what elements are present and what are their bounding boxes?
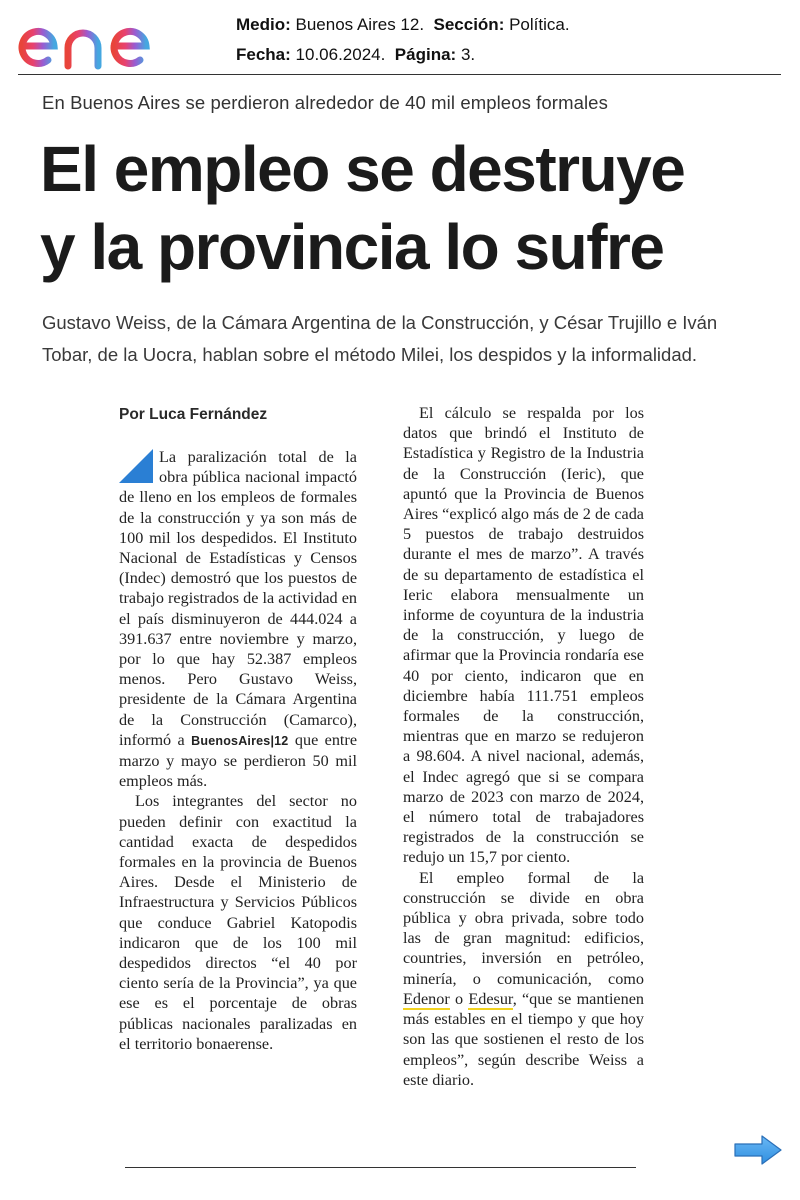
fecha-value: 10.06.2024.	[295, 45, 386, 64]
paragraph-text: La paralización total de la obra pública nacional impactó de lleno en los empleos de formales de la construcción y ya son más de 100 mil los despedidos. El Instituto Nacional de Estadísticas y Censos (Indec) demostró que los puestos de trabajo registrados de la actividad en el país disminuyeron de 444.024 a 391.637 entre noviembre y marzo, por lo que hay 52.387 empleos menos. Pero Gustavo Weiss, presidente de la Cámara Argentina de la Construcción (Camarco), informó a	[119, 448, 357, 749]
seccion-label: Sección:	[433, 15, 505, 34]
paragraph	[403, 868, 644, 1090]
next-arrow-icon[interactable]	[732, 1133, 784, 1167]
article-byline: Por Luca Fernández	[119, 406, 268, 423]
highlight-edenor: Edenor	[403, 989, 450, 1008]
article-headline	[40, 130, 780, 286]
footer-divider	[125, 1167, 636, 1168]
article-summary: Gustavo Weiss, de la Cámara Argentina de la Construcción, y César Trujillo e Iván Tobar, de la Uocra, hablan sobre el método Milei, los despidos y la informalidad.	[42, 312, 718, 365]
paragraph: Los integrantes del sector no pueden definir con exactitud la cantidad exacta de despedidos formales en la provincia de Buenos Aires. Desde el Ministerio de Infraestructura y Servicios Públicos que conduce Gabriel Katopodis indicaron que de los 100 mil despedidos directos “el 40 por ciento sería de la Provincia”, ya que ese es el porcentaje de obras públicas nacionales paralizadas en el territorio bonaerense.	[119, 792, 357, 1053]
meta-line-2	[236, 40, 570, 70]
seccion-value: Política.	[509, 15, 570, 34]
article-kicker: En Buenos Aires se perdieron alrededor de 40 mil empleos formales	[42, 92, 608, 113]
medio-value: Buenos Aires 12.	[295, 15, 425, 34]
triangle-dropcap-icon	[119, 449, 153, 483]
meta-line-1	[236, 10, 570, 40]
medio-label: Medio:	[236, 15, 291, 34]
paragraph-text: o	[455, 989, 464, 1008]
paragraph-text: El empleo formal de la construcción se divide en obra pública y obra privada, sobre todo las de gran magnitud: edificios, countries, inversión en petróleo, minería, o comunicación, como	[403, 868, 644, 988]
newspaper-brand-mention: BuenosAires|12	[191, 733, 289, 748]
headline-line-2: y la provincia lo sufre	[40, 211, 664, 283]
fecha-label: Fecha:	[236, 45, 291, 64]
highlight-edesur: Edesur	[468, 989, 513, 1008]
header-divider	[18, 74, 781, 75]
paragraph-text: , “que se mantienen más estables en el tiempo y que hoy son las que sostienen el resto de los empleos”, según describe Weiss a este diario.	[403, 989, 644, 1089]
press-clipping-meta	[236, 10, 570, 70]
enel-logo-icon	[14, 8, 184, 72]
paragraph	[119, 447, 357, 791]
paragraph: El cálculo se respalda por los datos que brindó el Instituto de Estadística y Registro de la Industria de la Construcción (Ieric), que apuntó que la Provincia de Buenos Aires “explicó algo más de 2 de cada 5 puestos de trabajo destruidos durante el mes de marzo”. A través de su departamento de estadística el Ieric elabora mensualmente un informe de coyuntura de la industria de la construcción, y luego de afirmar que la Provincia rondaría ese 40 por ciento, indicaron que en diciembre había 111.751 empleos formales de la construcción, mientras que en marzo se redujeron a 98.604. A nivel nacional, además, el Indec agregó que si se compara marzo de 2023 con marzo de 2024, el número total de trabajadores registrados de la construcción se redujo un 15,7 por ciento.	[403, 404, 644, 867]
article-column-left	[119, 447, 357, 1054]
headline-line-1: El empleo se destruye	[40, 133, 685, 205]
paragraph-text: que entre marzo y mayo se perdieron 50 mil empleos más.	[119, 730, 358, 791]
pagina-value: 3.	[460, 45, 476, 64]
article-column-right	[403, 403, 644, 1090]
pagina-label: Página:	[394, 45, 457, 64]
